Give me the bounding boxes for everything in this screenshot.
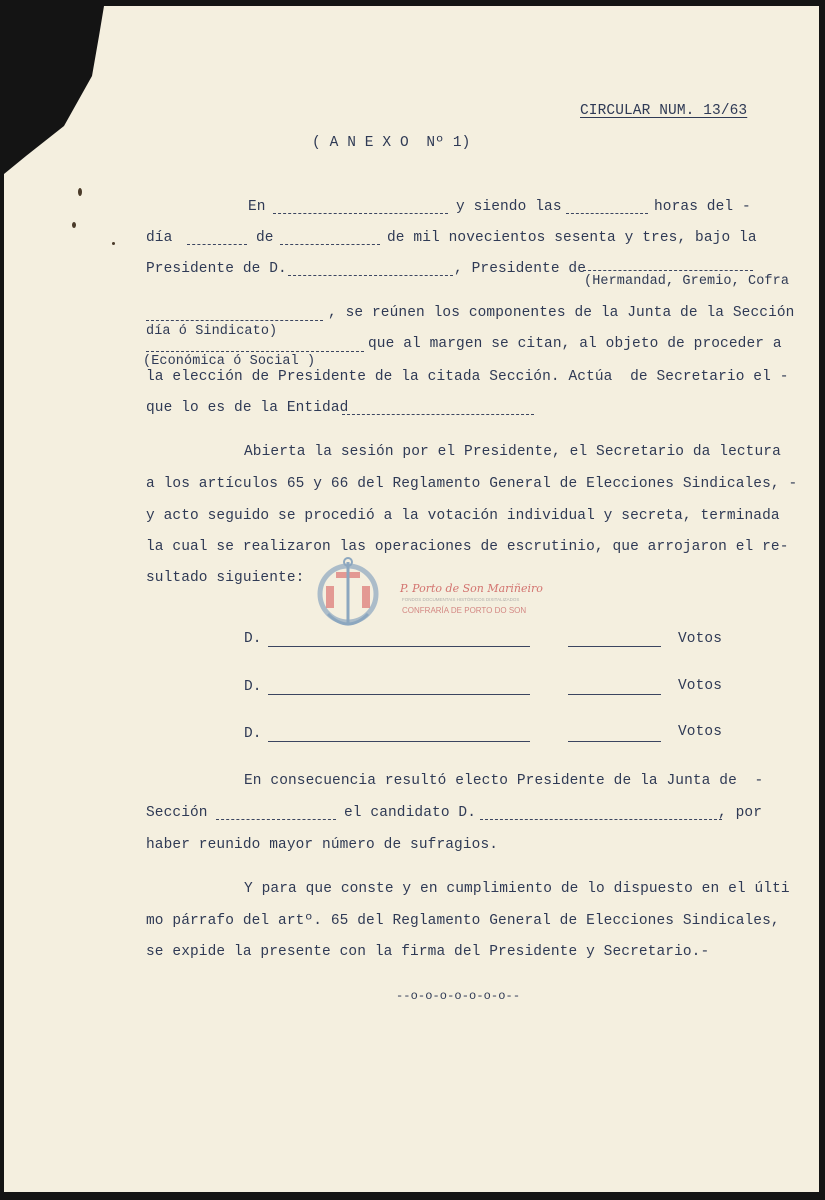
text-line: , Presidente de — [454, 261, 587, 277]
blank-line — [187, 244, 247, 245]
text-line: Sección — [146, 805, 208, 821]
vote-suffix: Votos — [678, 631, 723, 647]
text-line: la cual se realizaron las operaciones de escrutinio, que arrojaron el re- — [146, 539, 789, 555]
text-line: sultado siguiente: — [146, 570, 305, 586]
vote-count-line — [568, 646, 661, 647]
text-line: Presidente de D. — [146, 261, 287, 277]
vote-count-line — [568, 741, 661, 742]
blank-line — [342, 414, 534, 415]
form-note: (Económica ó Social ) — [143, 354, 316, 369]
vote-prefix: D. — [244, 679, 262, 695]
watermark-subtitle: FONDOS DOCUMENTAIS HISTÓRICOS DIXITALIZADOS — [402, 597, 520, 602]
paper-speck — [78, 188, 82, 196]
blank-line — [480, 819, 722, 820]
text-line: el candidato D. — [344, 805, 477, 821]
text-line: que lo es de la Entidad — [146, 400, 349, 416]
text-line: a los artículos 65 y 66 del Reglamento General de Elecciones Sindicales, - — [146, 476, 798, 492]
blank-line — [280, 244, 380, 245]
text-line: de — [256, 230, 274, 246]
text-line: , se reúnen los componentes de la Junta de la Sección — [328, 305, 795, 321]
blank-line — [566, 213, 648, 214]
text-line: En consecuencia resultó electo Presidente de la Junta de - — [244, 773, 764, 789]
text-line: que al margen se citan, al objeto de proceder a — [368, 336, 782, 352]
blank-line — [583, 270, 753, 271]
blank-line — [216, 819, 336, 820]
watermark-org: CONFRARÍA DE PORTO DO SON — [402, 606, 527, 615]
paper-speck — [72, 222, 76, 228]
text-line: En — [248, 199, 266, 215]
form-note: (Hermandad, Gremio, Cofra — [584, 274, 790, 289]
text-line: día — [146, 230, 173, 246]
vote-prefix: D. — [244, 726, 262, 742]
circular-number: CIRCULAR NUM. 13/63 — [580, 103, 748, 119]
form-note: día ó Sindicato) — [146, 324, 278, 339]
text-line: mo párrafo del artº. 65 del Reglamento General de Elecciones Sindicales, — [146, 913, 780, 929]
closing-ornament: --o-o-o-o-o-o-o-- — [396, 989, 521, 1003]
vote-prefix: D. — [244, 631, 262, 647]
text-line: , por — [718, 805, 763, 821]
vote-name-line — [268, 741, 530, 742]
watermark-title: P. Porto de Son Mariñeiro — [400, 582, 543, 595]
text-line: se expide la presente con la firma del Presidente y Secretario.- — [146, 944, 710, 960]
blank-line — [288, 275, 453, 276]
text-line: la elección de Presidente de la citada Sección. Actúa de Secretario el - — [146, 369, 789, 385]
text-line: horas del - — [654, 199, 751, 215]
text-line: Abierta la sesión por el Presidente, el Secretario da lectura — [244, 444, 781, 460]
vote-name-line — [268, 694, 530, 695]
text-line: haber reunido mayor número de sufragios. — [146, 837, 499, 853]
text-line: y acto seguido se procedió a la votación individual y secreta, terminada — [146, 508, 780, 524]
vote-name-line — [268, 646, 530, 647]
text-line: Y para que conste y en cumplimiento de lo dispuesto en el últi — [244, 881, 790, 897]
text-line: y siendo las — [456, 199, 562, 215]
text-line: de mil novecientos sesenta y tres, bajo la — [387, 230, 757, 246]
vote-count-line — [568, 694, 661, 695]
blank-line — [146, 351, 364, 352]
paper-speck — [112, 242, 115, 245]
watermark-logo — [314, 552, 543, 642]
vote-suffix: Votos — [678, 678, 723, 694]
annex-title: ( A N E X O Nº 1) — [312, 135, 471, 151]
blank-line — [273, 213, 448, 214]
vote-suffix: Votos — [678, 724, 723, 740]
anchor-icon — [314, 552, 384, 642]
blank-line — [146, 320, 323, 321]
